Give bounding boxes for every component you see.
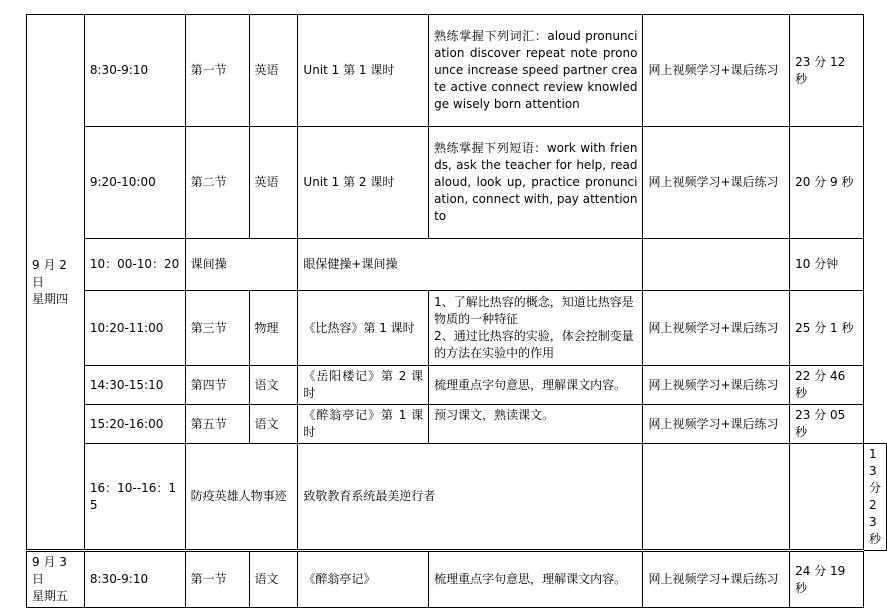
content-cell: 预习课文，熟读课文。 xyxy=(429,405,643,444)
period-cell: 第二节 xyxy=(185,127,249,239)
time-cell: 10:20-11:00 xyxy=(84,291,185,366)
method-cell: 网上视频学习+课后练习 xyxy=(643,405,790,444)
subject-cell: 英语 xyxy=(249,15,298,127)
time-cell: 15:20-16:00 xyxy=(84,405,185,444)
table-row xyxy=(27,15,887,127)
table-row xyxy=(27,444,887,551)
duration-cell: 24 分 19 秒 xyxy=(790,551,864,608)
subject-cell: 语文 xyxy=(249,551,298,608)
table-row xyxy=(27,239,887,291)
duration-cell: 10 分钟 xyxy=(790,239,864,291)
time-cell: 16：10--16：15 xyxy=(84,444,185,551)
period-cell: 第一节 xyxy=(185,15,249,127)
topic-cell: 致敬教育系统最美逆行者 xyxy=(298,444,643,551)
content-cell: 梳理重点字句意思，理解课文内容。 xyxy=(429,551,643,608)
table-row xyxy=(27,366,887,405)
subject-cell: 语文 xyxy=(249,405,298,444)
topic-cell: 眼保健操+课间操 xyxy=(298,239,643,291)
activity-cell: 课间操 xyxy=(185,239,298,291)
time-cell: 14:30-15:10 xyxy=(84,366,185,405)
period-cell: 第一节 xyxy=(185,551,249,608)
empty-cell xyxy=(643,239,790,291)
topic-cell: Unit 1 第 1 课时 xyxy=(298,15,429,127)
method-cell: 网上视频学习+课后练习 xyxy=(643,127,790,239)
period-cell: 第五节 xyxy=(185,405,249,444)
content-cell: 熟练掌握下列词汇：aloud pronunciation discover repeat note pronounce increase speed partner create active connect review knowledge wisely born attention xyxy=(429,15,643,127)
content-cell: 熟练掌握下列短语：work with friends, ask the teacher for help, read aloud, look up, practice pronunciation, connect with, pay attention to xyxy=(429,127,643,239)
duration-cell: 13 分 23 秒 xyxy=(864,444,887,551)
method-cell: 网上视频学习+课后练习 xyxy=(643,551,790,608)
subject-cell: 语文 xyxy=(249,366,298,405)
time-cell: 8:30-9:10 xyxy=(84,551,185,608)
table-row xyxy=(27,405,887,444)
day-cell: 9 月 2 日 星期四 xyxy=(27,15,85,551)
duration-cell: 23 分 12 秒 xyxy=(790,15,864,127)
content-cell: 1、了解比热容的概念，知道比热容是物质的一种特征 2、通过比热容的实验，体会控制变量的方法在实验中的作用 xyxy=(429,291,643,366)
period-cell: 第四节 xyxy=(185,366,249,405)
table-row xyxy=(27,127,887,239)
topic-cell: 《醉翁亭记》第 1 课时 xyxy=(298,405,429,444)
content-cell: 梳理重点字句意思，理解课文内容。 xyxy=(429,366,643,405)
method-cell: 网上视频学习+课后练习 xyxy=(643,15,790,127)
duration-cell: 22 分 46 秒 xyxy=(790,366,864,405)
table-row xyxy=(27,291,887,366)
duration-cell: 20 分 9 秒 xyxy=(790,127,864,239)
duration-cell: 25 分 1 秒 xyxy=(790,291,864,366)
activity-cell: 防疫英雄人物事迹 xyxy=(185,444,298,551)
method-cell: 网上视频学习+课后练习 xyxy=(643,366,790,405)
day-cell: 9 月 3 日 星期五 xyxy=(27,551,85,608)
method-cell: 网上视频学习+课后练习 xyxy=(643,291,790,366)
topic-cell: 《比热容》第 1 课时 xyxy=(298,291,429,366)
time-cell: 9:20-10:00 xyxy=(84,127,185,239)
content-cell xyxy=(643,444,790,551)
period-cell: 第三节 xyxy=(185,291,249,366)
time-cell: 8:30-9:10 xyxy=(84,15,185,127)
subject-cell: 英语 xyxy=(249,127,298,239)
empty-cell xyxy=(790,444,864,551)
duration-cell: 23 分 05 秒 xyxy=(790,405,864,444)
topic-cell: 《岳阳楼记》第 2 课时 xyxy=(298,366,429,405)
topic-cell: Unit 1 第 2 课时 xyxy=(298,127,429,239)
table-row xyxy=(27,551,887,608)
topic-cell: 《醉翁亭记》 xyxy=(298,551,429,608)
time-cell: 10：00-10：20 xyxy=(84,239,185,291)
schedule-table xyxy=(26,14,887,608)
subject-cell: 物理 xyxy=(249,291,298,366)
